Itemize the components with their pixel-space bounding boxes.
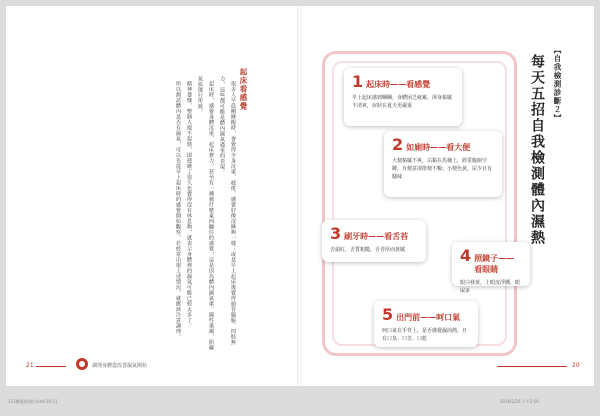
page-number-left: 21 <box>26 362 34 369</box>
check-card <box>322 220 426 262</box>
print-timestamp: 2018/2/26 下午3:56 <box>500 399 539 404</box>
check-card <box>384 131 502 197</box>
body-text <box>58 76 238 351</box>
card-title: 起床時——看感覺 <box>366 79 431 89</box>
paragraph: 起床時，感覺身體沉重，起床費力，甚至有一種被什麼東西纏住的感覺，這是因為體內濕氣重，濕性重濁，阻礙氣血運行所致。 <box>197 76 214 351</box>
check-card <box>452 242 530 294</box>
footer-rule <box>36 366 66 367</box>
card-number: 5 <box>382 305 394 324</box>
paragraph: 精神萎靡，整個人提不起勁，即使睡了很久也覺得沒有休息夠，就表示身體裡的濕氣可能已經太多了。 <box>186 81 192 329</box>
section-heading: 起床看感覺 <box>239 68 248 111</box>
card-number: 2 <box>392 135 404 154</box>
footer-book-title: 調理身體從改善濕氣開始 <box>92 363 148 369</box>
paragraph: 所以測試體內是否有濕氣，可以先從早上起床時的感覺開始觀察，若經常出現上述情況，就應該注意調理。 <box>175 81 181 340</box>
right-page <box>302 6 594 386</box>
card-title: 刷牙時——看舌苔 <box>344 231 409 241</box>
paragraph: 很多人早晨剛睡醒時，會覺得全身沉重、疲倦，感覺好像沒睡夠一樣；或是早上起床後覺得頭昏腦脹、四肢無力，這些都可能是體內濕氣過重的表現。 <box>219 76 236 346</box>
card-number: 3 <box>330 224 342 243</box>
card-description: 早上起床感到睏睏，身體困乏疲累，渾身黏膩不清爽，症狀在夏天更嚴重 <box>352 95 453 109</box>
left-page <box>6 6 298 386</box>
check-card <box>374 301 478 347</box>
seal-icon <box>76 358 88 370</box>
card-title: 出門前——呵口氣 <box>396 312 461 322</box>
page-number-right: 20 <box>572 362 580 369</box>
card-description: 眼白發黃，上眼皮浮腫，眼屎多 <box>460 280 521 294</box>
card-number: 1 <box>352 72 364 91</box>
card-description: 大便黏膩不爽，沾黏在馬桶上，經常臨廁空蹲，有便意卻排便不暢；小便色黃，尿少且有騷味 <box>392 158 493 180</box>
card-description: 舌頭紅，舌質粗糙，舌苔厚而黃膩 <box>330 247 406 253</box>
page-title: 每天五招自我檢測體內濕熱 <box>529 54 545 246</box>
check-card <box>344 68 462 126</box>
card-title: 照鏡子——看眼睛 <box>474 253 515 274</box>
print-file-info: 123體濕熱(照).indd 20-21 <box>8 399 58 404</box>
footer-rule <box>497 366 567 367</box>
card-description: 呵口氣在手背上，是否感覺濕而熱，且有口臭：口苦、口乾 <box>382 328 468 342</box>
card-title: 如廁時——看大便 <box>406 142 471 152</box>
series-label: 【自我檢測診斷２】 <box>553 46 562 123</box>
card-number: 4 <box>460 246 472 265</box>
